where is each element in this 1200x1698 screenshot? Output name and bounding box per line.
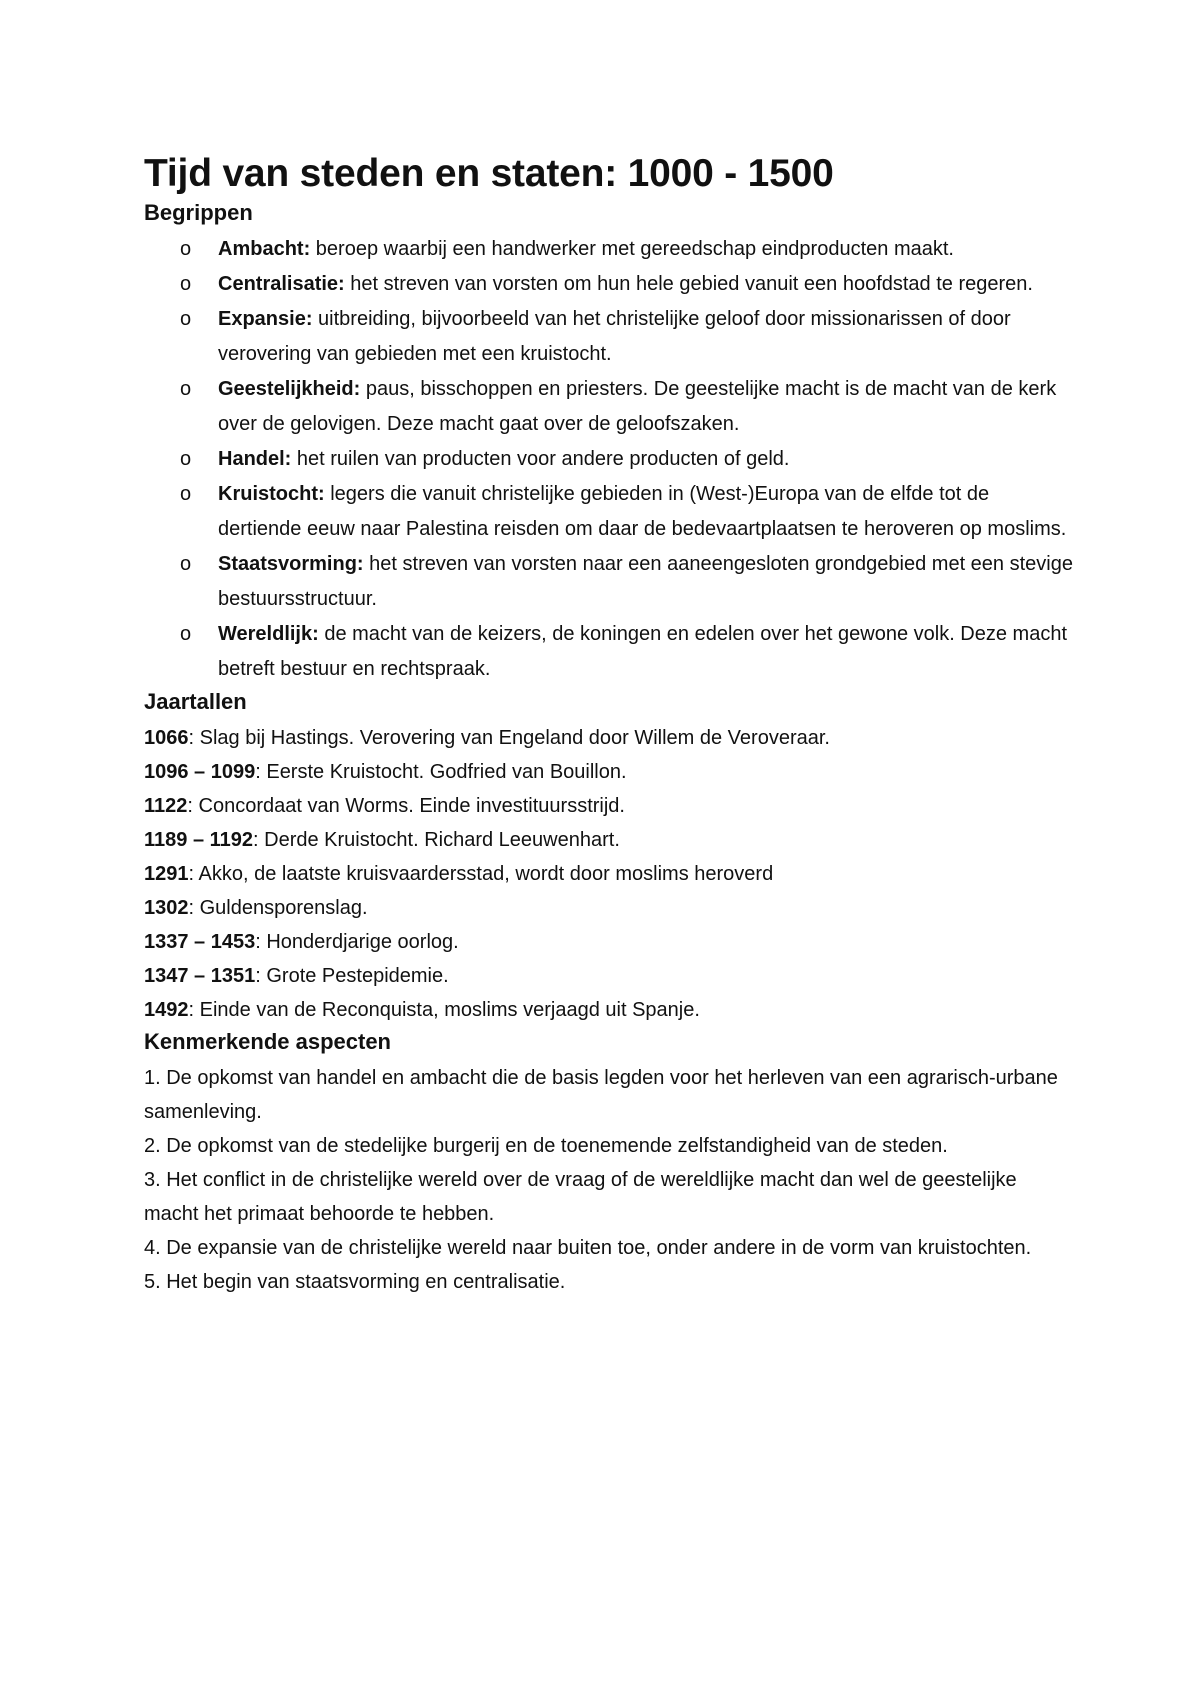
year-event: : Derde Kruistocht. Richard Leeuwenhart.: [253, 829, 620, 851]
year-row: [144, 993, 1074, 1027]
term-label: Centralisatie:: [218, 273, 345, 295]
term-label: Expansie:: [218, 308, 313, 330]
term-definition: de macht van de keizers, de koningen en edelen over het gewone volk. Deze macht betreft bestuur en rechtspraak.: [218, 623, 1068, 680]
term-definition: het streven van vorsten om hun hele gebied vanuit een hoofdstad te regeren.: [344, 273, 1033, 295]
year-row: [144, 959, 1074, 993]
year-event: : Grote Pestepidemie.: [255, 965, 449, 987]
list-item: [144, 267, 1074, 302]
bullet-icon: o: [180, 483, 192, 505]
bullet-icon: o: [180, 308, 192, 330]
year-event: : Slag bij Hastings. Verovering van Engeland door Willem de Veroveraar.: [188, 727, 830, 749]
bullet-icon: o: [180, 238, 192, 260]
year-label: 1337 – 1453: [144, 931, 256, 953]
term-label: Kruistocht:: [218, 483, 325, 505]
year-row: [144, 823, 1074, 857]
term-label: Ambacht:: [218, 238, 311, 260]
year-label: 1302: [144, 897, 189, 919]
term-definition: het streven van vorsten naar een aaneengesloten grondgebied met een stevige bestuursstructuur.: [218, 553, 1073, 610]
document-page: [144, 150, 1074, 1299]
term-definition: paus, bisschoppen en priesters. De geestelijke macht is de macht van de kerk over de gelovigen. Deze macht gaat over de geloofszaken.: [218, 378, 1057, 435]
list-item: [144, 372, 1074, 442]
aspect-item: 3. Het conflict in de christelijke wereld over de vraag of de wereldlijke macht dan wel de geestelijke macht het primaat behoorde te hebben.: [144, 1169, 1017, 1225]
term-definition: legers die vanuit christelijke gebieden in (West-)Europa van de elfde tot de dertiende eeuw naar Palestina reisden om daar de bedevaartplaatsen te heroveren op moslims.: [218, 483, 1067, 540]
year-event: : Einde van de Reconquista, moslims verjaagd uit Spanje.: [188, 999, 700, 1021]
year-label: 1291: [144, 863, 189, 885]
year-event: : Eerste Kruistocht. Godfried van Bouillon.: [255, 761, 627, 783]
kenmerkende-aspecten-list: [144, 1061, 1074, 1299]
year-row: [144, 755, 1074, 789]
jaartallen-heading: Jaartallen: [144, 689, 247, 714]
aspect-item: 4. De expansie van de christelijke wereld naar buiten toe, onder andere in de vorm van kruistochten.: [144, 1237, 1032, 1259]
bullet-icon: o: [180, 378, 192, 400]
term-definition: het ruilen van producten voor andere producten of geld.: [291, 448, 790, 470]
list-item: [144, 477, 1074, 547]
term-label: Wereldlijk:: [218, 623, 319, 645]
year-label: 1066: [144, 727, 189, 749]
year-event: : Akko, de laatste kruisvaardersstad, wordt door moslims heroverd: [188, 863, 774, 885]
year-row: [144, 789, 1074, 823]
aspect-item: 1. De opkomst van handel en ambacht die de basis legden voor het herleven van een agrarisch-urbane samenleving.: [144, 1067, 1058, 1123]
year-label: 1347 – 1351: [144, 965, 256, 987]
year-event: : Honderdjarige oorlog.: [255, 931, 459, 953]
list-item: [144, 547, 1074, 617]
year-event: : Guldensporenslag.: [188, 897, 368, 919]
year-row: [144, 721, 1074, 755]
list-item: [144, 442, 1074, 477]
term-label: Handel:: [218, 448, 292, 470]
begrippen-heading: Begrippen: [144, 200, 253, 225]
kenmerkende-aspecten-heading: Kenmerkende aspecten: [144, 1029, 391, 1054]
begrippen-list: [144, 232, 1074, 687]
aspect-item: 2. De opkomst van de stedelijke burgerij en de toenemende zelfstandigheid van de steden.: [144, 1135, 948, 1157]
year-event: : Concordaat van Worms. Einde investituursstrijd.: [187, 795, 625, 817]
year-row: [144, 891, 1074, 925]
year-row: [144, 925, 1074, 959]
year-label: 1122: [144, 795, 188, 817]
year-label: 1189 – 1192: [144, 829, 254, 851]
list-item: [144, 302, 1074, 372]
list-item: [144, 232, 1074, 267]
year-row: [144, 857, 1074, 891]
bullet-icon: o: [180, 553, 192, 575]
term-definition: uitbreiding, bijvoorbeeld van het christelijke geloof door missionarissen of door verovering van gebieden met een kruistocht.: [218, 308, 1011, 365]
term-definition: beroep waarbij een handwerker met gereedschap eindproducten maakt.: [310, 238, 954, 260]
bullet-icon: o: [180, 273, 192, 295]
page-title: Tijd van steden en staten: 1000 - 1500: [144, 152, 834, 195]
jaartallen-list: [144, 721, 1074, 1027]
year-label: 1492: [144, 999, 189, 1021]
term-label: Staatsvorming:: [218, 553, 364, 575]
aspect-item: 5. Het begin van staatsvorming en centralisatie.: [144, 1271, 566, 1293]
term-label: Geestelijkheid:: [218, 378, 361, 400]
list-item: [144, 617, 1074, 687]
bullet-icon: o: [180, 448, 192, 470]
bullet-icon: o: [180, 623, 192, 645]
year-label: 1096 – 1099: [144, 761, 256, 783]
